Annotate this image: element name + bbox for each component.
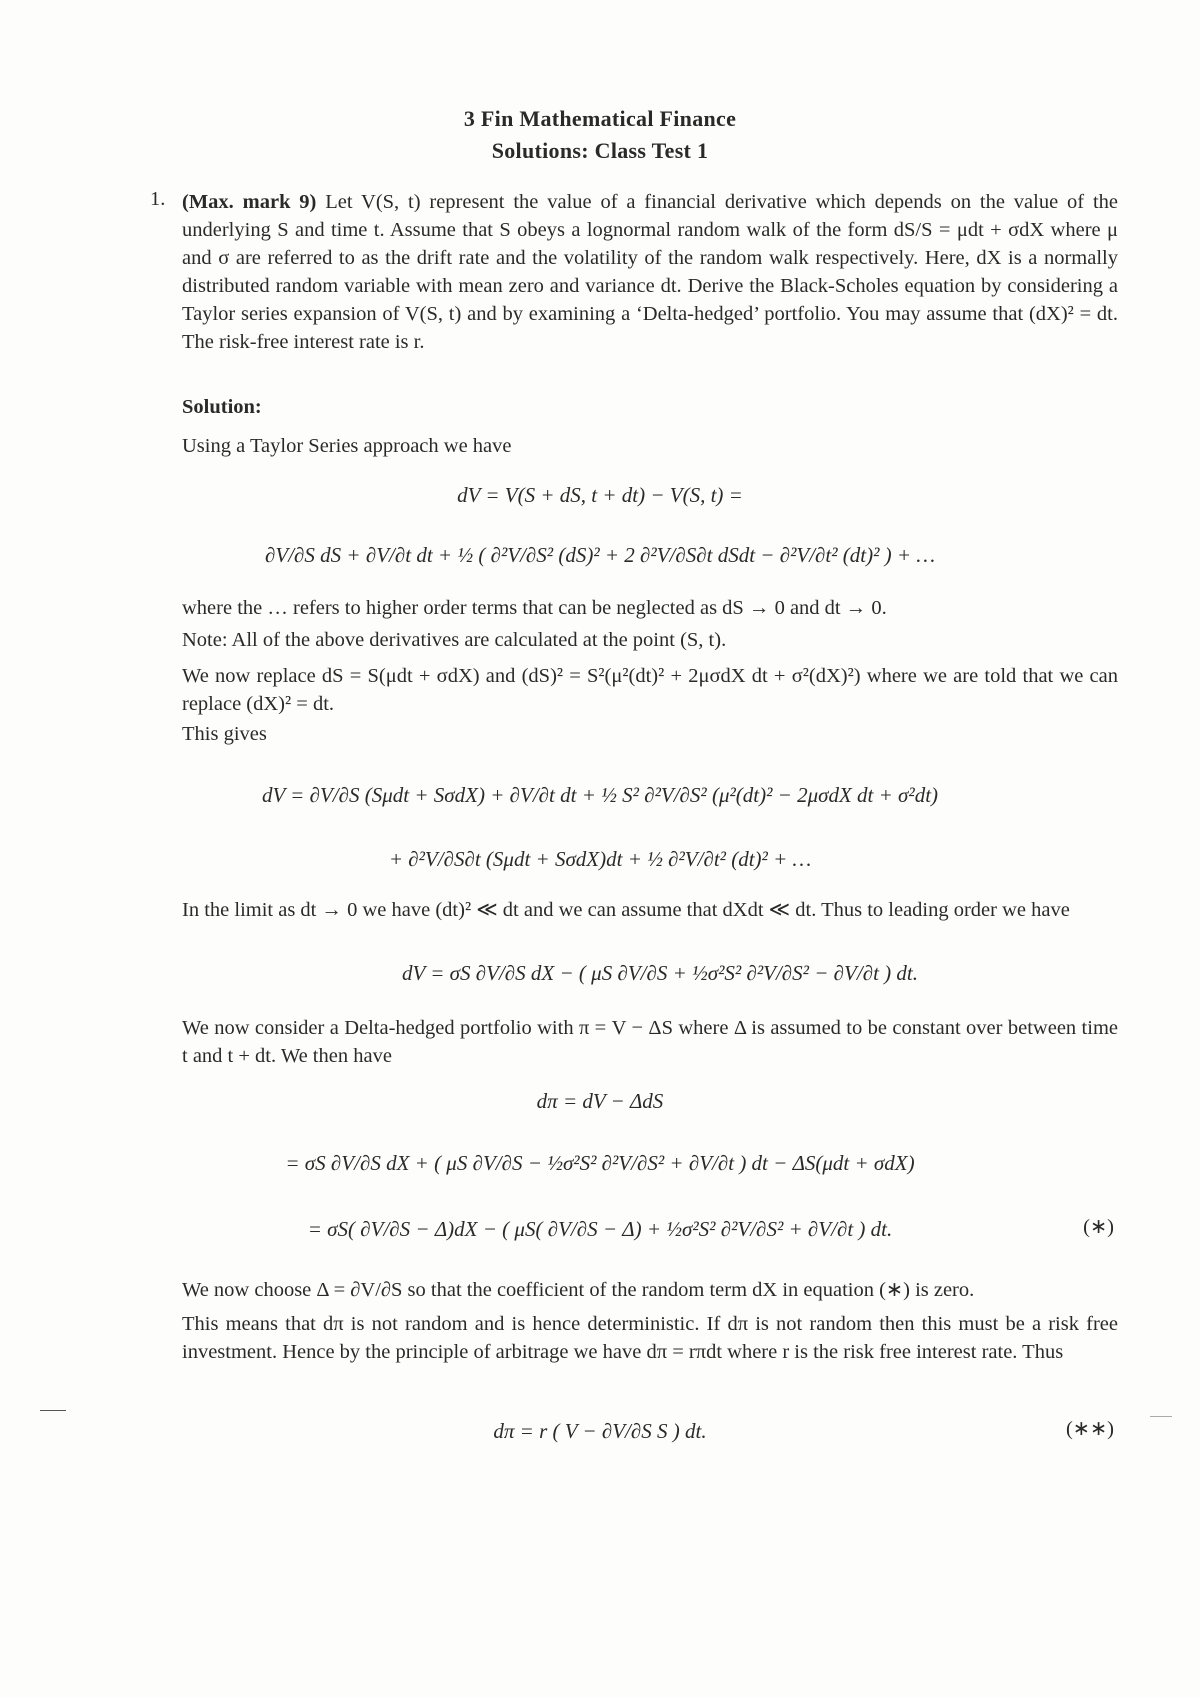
equation-dpi-line1: dπ = dV − ΔdS xyxy=(536,1089,664,1113)
equation-tag-double-star: (∗∗) xyxy=(1065,1418,1114,1440)
choose-text: We now choose Δ = ∂V/∂S so that the coefficient of the random term dX in equation (∗) is zero. xyxy=(182,1279,975,1301)
question-body: Let V(S, t) represent the value of a financial derivative which depends on the value of the underlying S and time t. Assume that S obeys a lognormal random walk of the form dS/S = μdt + σdX where μ and σ are referred to as the drift rate and the volatility of the random walk respectively. Here, dX is a normally distributed random variable with mean zero and variance dt. Derive the Black-Scholes equation by considering a Taylor series expansion of V(S, t) and by examining a ‘Delta-hedged’ portfolio. You may assume that (dX)² = dt. The risk-free interest rate is r. xyxy=(182,191,1118,353)
scan-artifact-left xyxy=(40,1410,66,1411)
portfolio-text: We now consider a Delta-hedged portfolio with π = V − ΔS where Δ is assumed to be constant over between time t and t + dt. We then have xyxy=(182,1017,1118,1067)
equation-taylor-line2: ∂V/∂S dS + ∂V/∂t dt + ½ ( ∂²V/∂S² (dS)² + 2 ∂²V/∂S∂t dSdt − ∂²V/∂t² (dt)² ) + … xyxy=(264,543,936,567)
equation-dv-line2: + ∂²V/∂S∂t (Sμdt + SσdX)dt + ½ ∂²V/∂t² (dt)² + … xyxy=(388,847,812,871)
question-text xyxy=(182,188,1118,356)
course-title: 3 Fin Mathematical Finance xyxy=(463,106,737,131)
solution-heading: Solution: xyxy=(182,396,262,418)
limit-text: In the limit as dt → 0 we have (dt)² ≪ dt and we can assume that dXdt ≪ dt. Thus to leading order we have xyxy=(182,899,1070,921)
equation-dv-line1: dV = ∂V/∂S (Sμdt + SσdX) + ∂V/∂t dt + ½ S² ∂²V/∂S² (μ²(dt)² − 2μσdX dt + σ²dt) xyxy=(261,783,939,807)
note-text: Note: All of the above derivatives are calculated at the point (S, t). xyxy=(182,629,727,651)
equation-risk-free: dπ = r ( V − ∂V/∂S S ) dt. xyxy=(493,1419,707,1443)
scan-artifact-right xyxy=(1150,1416,1172,1417)
means-text: This means that dπ is not random and is hence deterministic. If dπ is not random then this must be a risk free investment. Hence by the principle of arbitrage we have dπ = rπdt where r is the risk free interest rate. Thus xyxy=(182,1313,1118,1363)
equation-leading-order: dV = σS ∂V/∂S dX − ( μS ∂V/∂S + ½σ²S² ∂²V/∂S² − ∂V/∂t ) dt. xyxy=(402,961,918,985)
equation-taylor-line1: dV = V(S + dS, t + dt) − V(S, t) = xyxy=(457,483,743,507)
gives-text: This gives xyxy=(182,723,267,745)
page-subtitle: Solutions: Class Test 1 xyxy=(491,138,709,163)
question-number: 1. xyxy=(150,188,166,210)
equation-tag-star: (∗) xyxy=(1083,1216,1114,1238)
replace-text: We now replace dS = S(μdt + σdX) and (dS)² = S²(μ²(dt)² + 2μσdX dt + σ²(dX)²) where we are told that we can replace (dX)² = dt. xyxy=(182,665,1118,715)
where-text: where the … refers to higher order terms that can be neglected as dS → 0 and dt → 0. xyxy=(182,597,887,619)
solution-intro: Using a Taylor Series approach we have xyxy=(182,435,512,457)
equation-dpi-line2: = σS ∂V/∂S dX + ( μS ∂V/∂S − ½σ²S² ∂²V/∂S² + ∂V/∂t ) dt − ΔS(μdt + σdX) xyxy=(285,1151,915,1175)
equation-dpi-line3: = σS( ∂V/∂S − Δ)dX − ( μS( ∂V/∂S − Δ) + ½σ²S² ∂²V/∂S² + ∂V/∂t ) dt. xyxy=(307,1217,893,1241)
question-mark: (Max. mark 9) xyxy=(182,191,317,213)
